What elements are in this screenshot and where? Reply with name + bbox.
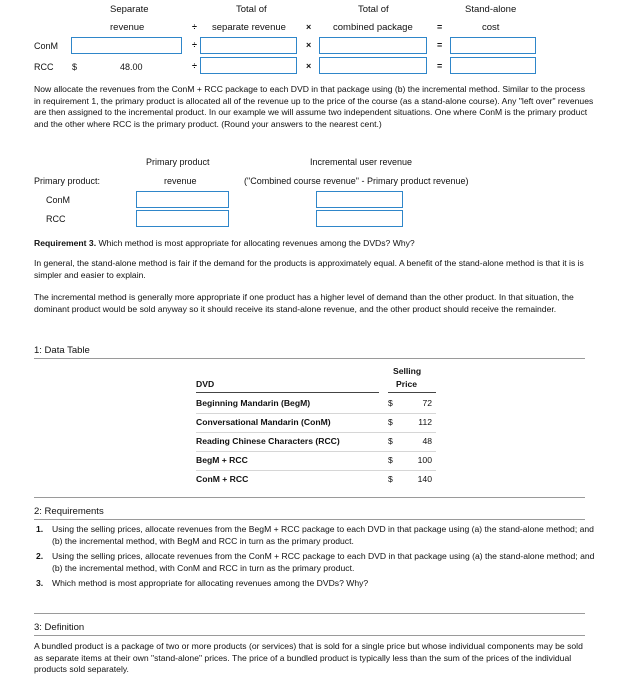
conm-separate-revenue-input[interactable]	[71, 37, 182, 54]
conm-primary-revenue-input[interactable]	[136, 191, 229, 208]
divider	[34, 635, 585, 636]
price: 140	[417, 474, 432, 484]
divide-operator: ÷	[192, 61, 197, 71]
rcc-incremental-revenue-input[interactable]	[316, 210, 403, 227]
dvd-col-header: DVD	[196, 379, 215, 389]
currency: $	[388, 417, 393, 427]
requirements-list	[36, 524, 596, 594]
item-number: 1.	[36, 524, 44, 534]
header-underline	[388, 392, 436, 393]
col-total-separate-header-2: separate revenue	[212, 22, 286, 33]
incremental-col-header-2: ("Combined course revenue" - Primary product revenue)	[244, 176, 469, 186]
incremental-row-conm: ConM	[46, 195, 71, 205]
currency: $	[388, 455, 393, 465]
incremental-row-rcc: RCC	[46, 214, 66, 224]
requirement3-title: Requirement 3.	[34, 238, 97, 248]
definition-text: A bundled product is a package of two or more products (or services) that is sold for a single price but whose individual components may be sold as separate items at their own "stand-alone" prices. The price of a bundled product is typically less than the sum of the prices of the individual products sold separately.	[34, 641, 583, 675]
primary-product-label: Primary product:	[34, 176, 101, 186]
item-number: 2.	[36, 551, 44, 562]
incremental-col-header-1: Incremental user revenue	[310, 157, 413, 167]
rcc-separate-revenue-value: 48.00	[120, 62, 143, 72]
dvd-name: Reading Chinese Characters (RCC)	[196, 436, 340, 446]
data-table-title: 1: Data Table	[34, 345, 90, 356]
divide-operator: ÷	[192, 40, 197, 50]
dvd-name: BegM + RCC	[196, 455, 248, 465]
row-label-conm: ConM	[34, 41, 59, 51]
conm-incremental-revenue-input[interactable]	[316, 191, 403, 208]
currency: $	[388, 474, 393, 484]
rcc-standalone-cost-input[interactable]	[450, 57, 536, 74]
col-standalone-header-2: cost	[482, 22, 500, 33]
selling-price-header-1: Selling	[393, 366, 422, 376]
currency: $	[388, 398, 393, 408]
item-text: Using the selling prices, allocate revenues from the ConM + RCC package to each DVD in that package using (a) the stand-alone method; and (b) the incremental method, with ConM and RCC in turn as the primary product.	[52, 551, 595, 573]
rcc-currency: $	[72, 62, 78, 72]
row-label-rcc: RCC	[34, 62, 54, 72]
col-separate-header-1: Separate	[110, 4, 149, 15]
list-item	[36, 578, 596, 590]
requirement3-para2: The incremental method is generally more appropriate if one product has a higher level of demand than the other product. In that situation, the dominant product would be sold anyway so it should receive its stand-alone revenue, and the other product should receive the remainder.	[34, 292, 574, 314]
requirement3-question	[34, 238, 594, 250]
table-row	[196, 452, 436, 471]
rcc-total-combined-input[interactable]	[319, 57, 427, 74]
divider	[34, 519, 585, 520]
rcc-primary-revenue-input[interactable]	[136, 210, 229, 227]
table-row	[196, 433, 436, 452]
equals-operator: =	[437, 22, 443, 32]
divider	[34, 497, 585, 498]
header-underline	[196, 392, 379, 393]
conm-total-combined-input[interactable]	[319, 37, 427, 54]
item-text: Which method is most appropriate for allocating revenues among the DVDs? Why?	[52, 578, 369, 589]
item-text: Using the selling prices, allocate revenues from the BegM + RCC package to each DVD in that package using (a) the stand-alone method; and (b) the incremental method, with BegM and RCC in turn as the primary product.	[52, 524, 594, 546]
equals-operator: =	[437, 61, 443, 71]
requirement3-para1: In general, the stand-alone method is fair if the demand for the products is approximately equal. A benefit of the stand-alone method is that it is is simpler and easier to explain.	[34, 258, 584, 280]
col-standalone-header-1: Stand-alone	[465, 4, 517, 15]
dvd-name: Beginning Mandarin (BegM)	[196, 398, 311, 408]
dvd-name: Conversational Mandarin (ConM)	[196, 417, 331, 427]
price: 112	[418, 417, 432, 427]
primary-product-col-header-1: Primary product	[146, 157, 210, 167]
col-total-separate-header-1: Total of	[236, 4, 267, 15]
requirement3-question-text: Which method is most appropriate for allocating revenues among the DVDs? Why?	[96, 238, 415, 248]
table-row	[196, 471, 436, 490]
price: 72	[422, 398, 432, 408]
currency: $	[388, 436, 393, 446]
list-item	[36, 551, 596, 574]
list-item	[36, 524, 596, 547]
conm-standalone-cost-input[interactable]	[450, 37, 536, 54]
item-number: 3.	[36, 578, 44, 589]
table-row	[196, 414, 436, 433]
rcc-total-separate-input[interactable]	[200, 57, 297, 74]
divide-operator: ÷	[192, 22, 197, 32]
conm-total-separate-input[interactable]	[200, 37, 297, 54]
col-separate-header-2: revenue	[110, 22, 145, 33]
instructions-text: Now allocate the revenues from the ConM + RCC package to each DVD in that package using (b) the incremental method. Similar to the process in requirement 1, the primary product is allocated all of the revenue up to the price of the course (as a stand-alone course). Any "left over" revenues are then assigned to the incremental product. In our example we will assume two independent situations. One where ConM is the primary product and the other where RCC is the primary product. (Round your answers to the nearest cent.)	[34, 84, 594, 129]
multiply-operator: ×	[306, 61, 312, 71]
table-row	[196, 395, 436, 414]
multiply-operator: ×	[306, 22, 312, 32]
dvd-name: ConM + RCC	[196, 474, 249, 484]
col-total-combined-header-1: Total of	[358, 4, 389, 15]
requirements-title: 2: Requirements	[34, 506, 104, 517]
price: 48	[422, 436, 432, 446]
equals-operator: =	[437, 40, 443, 50]
divider	[34, 613, 585, 614]
col-total-combined-header-2: combined package	[333, 22, 413, 33]
multiply-operator: ×	[306, 40, 312, 50]
definition-title: 3: Definition	[34, 622, 85, 633]
selling-price-header-2: Price	[396, 379, 418, 389]
primary-product-col-header-2: revenue	[164, 176, 197, 186]
divider	[34, 358, 585, 359]
price: 100	[417, 455, 432, 465]
